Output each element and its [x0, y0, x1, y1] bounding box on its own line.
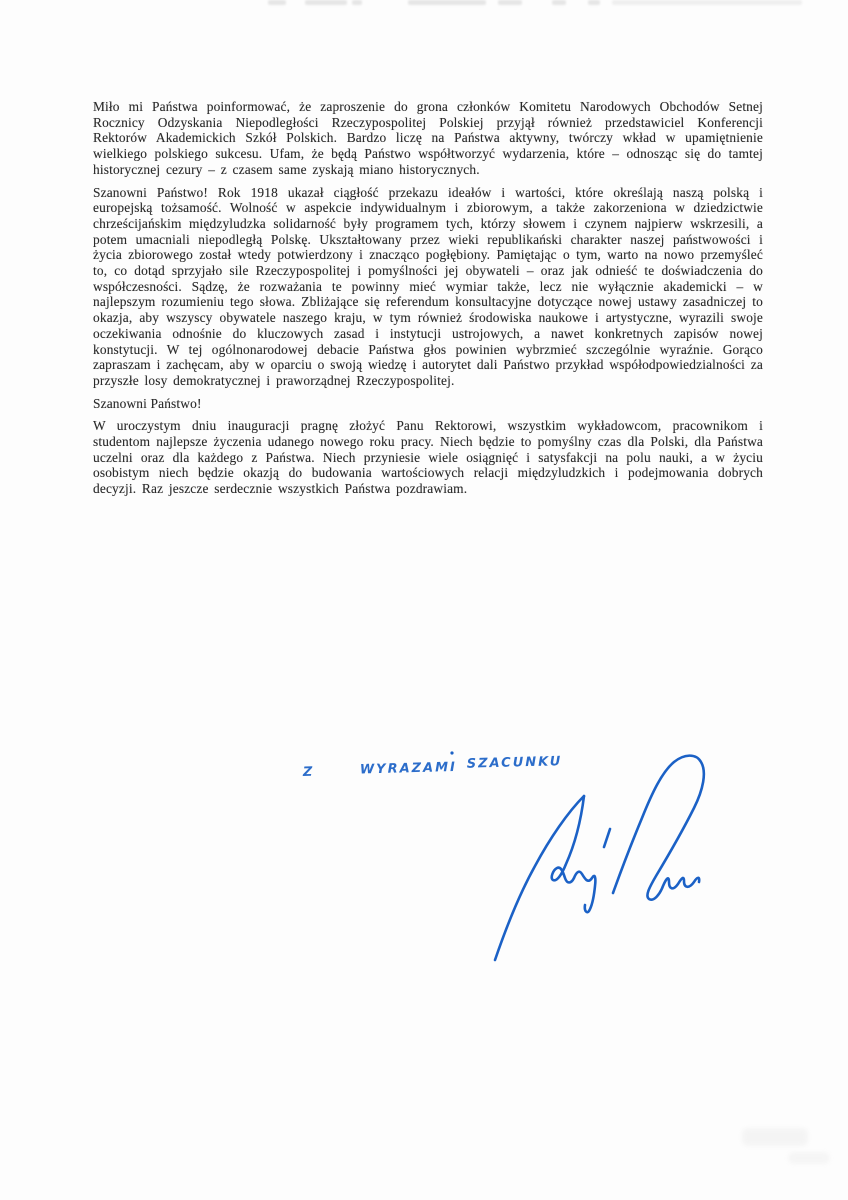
letter-paragraph-3: W uroczystym dniu inauguracji pragnę złożyć Panu Rektorowi, wszystkim wykładowcom, pracownikom i studentom najlepsze życzenia udanego nowego roku pracy. Niech będzie to pomyślny czas dla Polski, dla Państwa uczelni oraz dla każdego z Państwa. Niech przyniesie wiele osiągnięć i satysfakcji na polu nauki, a w życiu osobistym niech będzie okazją do budowania wartościowych relacji międzyludzkich i podejmowania dobrych decyzji. Raz jeszcze serdecznie wszystkich Państwa pozdrawiam.: [93, 418, 763, 497]
scan-artifact: [408, 0, 486, 5]
scan-artifact: [268, 0, 286, 5]
scan-artifact: [498, 0, 522, 5]
scan-artifact: [612, 0, 802, 5]
letter-body: [93, 99, 763, 504]
scan-artifact: [352, 0, 362, 5]
ink-dot: [450, 751, 453, 754]
letter-paragraph-2: Szanowni Państwo! Rok 1918 ukazał ciągłość przekazu ideałów i wartości, które określają naszą polską i europejską tożsamość. Wolność w aspekcie indywidualnym i zbiorowym, a także zakorzeniona w dziedzictwie chrześcijańskim międzyludzka solidarność były programem tych, którzy słowem i czynem najpierw wskrzesili, a potem umacniali niepodległą Polskę. Ukształtowany przez wieki republikański charakter naszej państwowości i życia zbiorowego został wtedy potwierdzony i znacząco pogłębiony. Pamiętając o tym, warto na nowo przemyśleć to, co dotąd sprzyjało sile Rzeczypospolitej i pomyślności jej obywateli – oraz jak odnieść te doświadczenia do współczesności. Sądzę, że rozważania te powinny mieć wymiar także, lecz nie wyłącznie akademicki – w najlepszym rozumieniu tego słowa. Zbliżające się referendum konsultacyjne dotyczące nowej ustawy zasadniczej to okazja, aby wszyscy obywatele naszego kraju, w tym również środowiska naukowe i artystyczne, wyrazili swoje oczekiwania odnośnie do kluczowych zasad i instytucji ustrojowych, a nawet konkretnych zapisów nowej konstytucji. W tej ogólnonarodowej debacie Państwa głos powinien wybrzmieć szczególnie wyraźnie. Gorąco zapraszam i zachęcam, aby w oparciu o swoją wiedzę i autorytet dali Państwo przykład współodpowiedzialności za przyszłe losy demokratycznej i praworządnej Rzeczypospolitej.: [93, 184, 763, 388]
scan-artifact: [305, 0, 347, 5]
scan-artifact: [742, 1128, 808, 1146]
scan-artifact: [552, 0, 566, 5]
scan-artifact: [588, 0, 600, 5]
letter-salutation: Szanowni Państwo!: [93, 395, 202, 411]
letter-paragraph-1: Miło mi Państwa poinformować, że zaproszenie do grona członków Komitetu Narodowych Obchodów Setnej Rocznicy Odzyskania Niepodległości Rzeczypospolitej Polskiej przyjął również przedstawiciel Konferencji Rektorów Akademickich Szkół Polskich. Bardzo liczę na Państwa aktywny, twórczy wkład w upamiętnienie wielkiego polskiego sukcesu. Ufam, że będą Państwo współtworzyć wydarzenia, które – odnosząc się do tamtej historycznej cezury – z czasem same zyskają miano historycznych.: [93, 99, 763, 177]
scan-artifact: [788, 1152, 830, 1164]
handwritten-closing-text: Z wyrazami szacunku: [302, 754, 563, 780]
handwritten-signature: [495, 756, 704, 960]
